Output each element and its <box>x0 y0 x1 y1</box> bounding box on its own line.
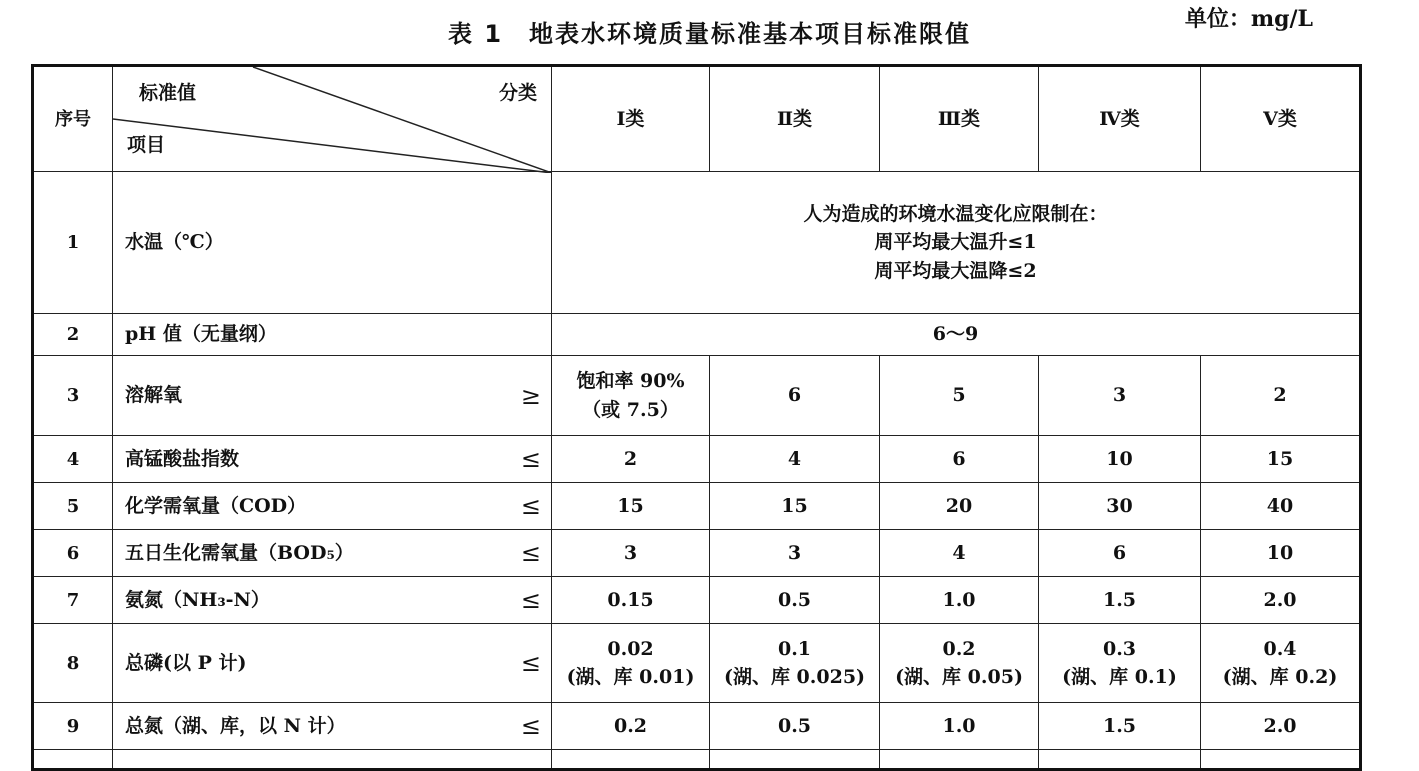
empty-cell <box>880 750 1039 770</box>
empty-cell <box>710 750 880 770</box>
table-row <box>33 530 1361 577</box>
row-value-class-5 <box>1201 356 1361 436</box>
table-row <box>33 172 1361 314</box>
row-value-class-3 <box>880 436 1039 483</box>
merged-value-line: 人为造成的环境水温变化应限制在： <box>803 202 1108 225</box>
value-line: 30 <box>1106 494 1133 517</box>
header-class-3: Ⅲ类 <box>880 66 1039 172</box>
row-item <box>113 356 552 436</box>
row-item <box>113 624 552 703</box>
value-line: 0.5 <box>777 588 812 611</box>
value-line: (湖、库 0.2) <box>1222 666 1338 688</box>
value-line: 0.2 <box>613 714 648 737</box>
row-merged-value <box>552 172 1361 314</box>
row-item <box>113 703 552 750</box>
table-row <box>33 577 1361 624</box>
value-line: 40 <box>1266 494 1294 517</box>
row-value-class-5 <box>1201 577 1361 624</box>
merged-value-line: 6～9 <box>932 323 979 346</box>
row-item <box>113 530 552 577</box>
row-seq: 3 <box>33 356 113 436</box>
table-row <box>33 624 1361 703</box>
row-value-class-5 <box>1201 530 1361 577</box>
row-value-class-3 <box>880 577 1039 624</box>
row-item <box>113 314 552 356</box>
row-value-class-1 <box>552 483 710 530</box>
row-value-class-5 <box>1201 624 1361 703</box>
row-value-class-1 <box>552 703 710 750</box>
row-value-class-2 <box>710 483 880 530</box>
table-title: 表 1 地表水环境质量标准基本项目标准限值 <box>447 20 972 48</box>
row-value-class-4 <box>1039 483 1201 530</box>
row-value-class-4 <box>1039 356 1201 436</box>
row-comparison-symbol: ≤ <box>520 445 541 473</box>
header-category: 分类 <box>498 82 537 104</box>
table-row <box>33 483 1361 530</box>
row-seq: 1 <box>33 172 113 314</box>
row-item <box>113 436 552 483</box>
header-class-4: Ⅳ类 <box>1039 66 1201 172</box>
value-line: 2.0 <box>1263 588 1297 611</box>
header-row <box>33 66 1361 172</box>
row-comparison-symbol: ≤ <box>520 539 541 567</box>
value-line: 15 <box>781 494 808 517</box>
value-line: 6 <box>787 384 802 407</box>
header-class-1: Ⅰ类 <box>552 66 710 172</box>
row-value-class-3 <box>880 624 1039 703</box>
merged-value-line: 周平均最大温升≤1 <box>874 231 1037 254</box>
empty-cell <box>113 750 552 770</box>
value-line: 0.5 <box>777 714 812 737</box>
value-line: (湖、库 0.01) <box>566 666 695 688</box>
value-line: 3 <box>623 541 638 564</box>
row-comparison-symbol: ≤ <box>520 492 541 520</box>
row-value-class-5 <box>1201 436 1361 483</box>
row-item <box>113 483 552 530</box>
value-line: 1.5 <box>1102 714 1137 737</box>
row-value-class-4 <box>1039 703 1201 750</box>
header-class-2: Ⅱ类 <box>710 66 880 172</box>
header-class-5: Ⅴ类 <box>1201 66 1361 172</box>
value-line: 20 <box>945 494 973 517</box>
row-value-class-2 <box>710 356 880 436</box>
row-value-class-3 <box>880 356 1039 436</box>
row-value-class-2 <box>710 624 880 703</box>
row-item-label: 五日生化需氧量（BOD₅） <box>125 541 354 564</box>
empty-cell <box>552 750 710 770</box>
header-item: 项目 <box>127 134 166 156</box>
value-line: 10 <box>1106 447 1133 470</box>
row-merged-value <box>552 314 1361 356</box>
table-row <box>33 356 1361 436</box>
table-row <box>33 703 1361 750</box>
row-comparison-symbol: ≥ <box>520 381 541 410</box>
row-seq: 9 <box>33 703 113 750</box>
value-line: 2 <box>1273 384 1287 407</box>
row-value-class-2 <box>710 577 880 624</box>
row-item-label: 溶解氧 <box>125 384 183 407</box>
value-line: 6 <box>1112 541 1127 564</box>
row-value-class-4 <box>1039 530 1201 577</box>
row-value-class-1 <box>552 577 710 624</box>
row-seq: 6 <box>33 530 113 577</box>
row-item <box>113 577 552 624</box>
row-item-label: 水温（℃） <box>125 231 224 254</box>
value-line: 0.15 <box>607 588 654 611</box>
value-line: 4 <box>952 541 966 564</box>
empty-cell <box>1039 750 1201 770</box>
row-value-class-4 <box>1039 436 1201 483</box>
table-row <box>33 436 1361 483</box>
value-line: (湖、库 0.025) <box>723 666 866 688</box>
value-line: 5 <box>952 384 966 407</box>
value-line: 0.02 <box>607 637 654 660</box>
table-row <box>33 314 1361 356</box>
value-line: 1.5 <box>1102 588 1137 611</box>
row-value-class-1 <box>552 356 710 436</box>
row-item-label: 高锰酸盐指数 <box>125 447 240 470</box>
value-line: 4 <box>787 447 802 470</box>
row-comparison-symbol: ≤ <box>520 586 541 614</box>
row-seq: 5 <box>33 483 113 530</box>
row-value-class-2 <box>710 436 880 483</box>
value-line: 15 <box>1266 447 1294 470</box>
header-diagonal-cell <box>113 66 552 172</box>
value-line: 0.3 <box>1102 637 1137 660</box>
empty-cell <box>33 750 113 770</box>
row-item-label: 总磷(以 P 计) <box>125 651 247 674</box>
value-line: 2.0 <box>1263 714 1297 737</box>
value-line: 1.0 <box>942 588 976 611</box>
row-value-class-5 <box>1201 703 1361 750</box>
row-value-class-4 <box>1039 577 1201 624</box>
value-line: （或 7.5） <box>582 398 679 421</box>
row-item-label: pH 值（无量纲） <box>125 323 277 346</box>
value-line: 15 <box>617 494 644 517</box>
row-comparison-symbol: ≤ <box>520 649 541 677</box>
value-line: (湖、库 0.1) <box>1062 666 1177 688</box>
standards-table <box>31 64 1362 771</box>
value-line: 1.0 <box>942 714 976 737</box>
value-line: 0.4 <box>1263 637 1297 660</box>
value-line: (湖、库 0.05) <box>895 666 1023 688</box>
row-value-class-5 <box>1201 483 1361 530</box>
row-value-class-1 <box>552 624 710 703</box>
row-value-class-3 <box>880 703 1039 750</box>
row-item-label: 总氮（湖、库，以 N 计） <box>125 714 346 737</box>
row-value-class-4 <box>1039 624 1201 703</box>
merged-value-line: 周平均最大温降≤2 <box>874 259 1037 282</box>
table-row-partial <box>33 750 1361 770</box>
row-item <box>113 172 552 314</box>
value-line: 10 <box>1266 541 1294 564</box>
row-seq: 8 <box>33 624 113 703</box>
row-seq: 4 <box>33 436 113 483</box>
header-seq: 序号 <box>33 66 113 172</box>
value-line: 0.1 <box>777 637 812 660</box>
row-seq: 7 <box>33 577 113 624</box>
value-line: 2 <box>623 447 638 470</box>
row-item-label: 化学需氧量（COD） <box>125 494 307 517</box>
row-value-class-3 <box>880 530 1039 577</box>
row-value-class-1 <box>552 436 710 483</box>
value-line: 饱和率 90% <box>576 370 685 392</box>
row-comparison-symbol: ≤ <box>520 712 541 740</box>
value-line: 3 <box>787 541 802 564</box>
empty-cell <box>1201 750 1361 770</box>
row-value-class-2 <box>710 530 880 577</box>
header-standard-value: 标准值 <box>139 82 197 104</box>
row-item-label: 氨氮（NH₃-N） <box>125 588 270 611</box>
row-value-class-1 <box>552 530 710 577</box>
value-line: 6 <box>952 447 966 470</box>
row-value-class-3 <box>880 483 1039 530</box>
value-line: 3 <box>1112 384 1127 407</box>
value-line: 0.2 <box>942 637 976 660</box>
row-value-class-2 <box>710 703 880 750</box>
row-seq: 2 <box>33 314 113 356</box>
unit-label: 单位：mg/L <box>1184 6 1313 32</box>
